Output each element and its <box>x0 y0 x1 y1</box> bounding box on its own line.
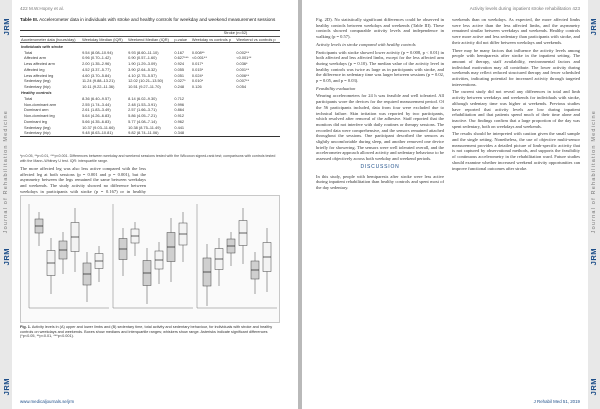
body-column-2 <box>452 17 580 173</box>
table-cell: 0.055 <box>174 66 185 72</box>
table-cell <box>191 130 235 136</box>
table-cell: 10.38 (8.75–11.49) <box>128 124 161 130</box>
paragraph: There may be many factors that influence the activity levels among people with hemiparesis after stroke in the inpatient setting. The amount of therapy, staff availability, environmental factors and individual motivation may all contribute. The lower activity during weekends may reflect reduced structured therapy and fewer scheduled activities, indicating potential for increased activity through targeted interventions. <box>452 47 580 87</box>
table-cell: 2.55 (1.74–3.44) <box>82 101 111 107</box>
table-cell: 9.54 (8.08–10.94) <box>82 49 113 55</box>
table-column-header: p-value <box>173 37 191 43</box>
journal-mark: JRM <box>2 18 11 36</box>
figure-1-plots <box>21 196 281 324</box>
table-cell: 0.912 <box>174 113 185 119</box>
table-cell: 4.52 (3.37–5.77) <box>82 66 111 72</box>
table-cell: 4.10 (2.75–5.57) <box>128 72 157 78</box>
table-cell: 0.167 <box>174 49 185 55</box>
table-cell: 5.66 (4.35–6.83) <box>82 118 111 124</box>
left-page <box>0 0 298 409</box>
journal-mark: JRM <box>589 18 598 36</box>
subheading: Feasibility evaluation <box>316 85 356 91</box>
table-cell: 9.48 (8.63–10.81) <box>81 130 127 136</box>
journal-mark: JRM <box>589 378 598 396</box>
table-cell: 8.36 (6.40–9.57) <box>82 95 111 101</box>
journal-name-vertical: Journal of Rehabilitation Medicine <box>591 110 597 234</box>
table-cell: Sedentary (leg) <box>24 78 51 84</box>
journal-mark: JRM <box>589 248 598 266</box>
table-group-header: Stroke (n=52) <box>191 31 280 37</box>
table-cell: <0.001** <box>236 55 252 61</box>
running-header: 422 M.W.Hopny et al. <box>20 6 64 11</box>
table-cell: Sedentary (hip) <box>24 84 51 90</box>
body-column-1 <box>316 17 444 193</box>
table-cell: 0.441 <box>174 124 185 130</box>
table-title-text: Accelerometer data in individuals with stroke and healthy controls for weekday and weekend measurement sessions <box>38 17 276 22</box>
journal-mark: JRM <box>2 378 11 396</box>
table-group-label: Healthy controls <box>21 90 52 96</box>
table-cell: Less affected arm <box>24 61 55 67</box>
table-cell: Less affected leg <box>24 72 54 78</box>
table-cell: 0.348 <box>173 130 191 136</box>
table-cell: Non-dominant arm <box>24 101 57 107</box>
right-page <box>302 0 600 409</box>
table-cell: 0.90 (0.57–1.60) <box>128 55 157 61</box>
paragraph: The current study did not reveal any differences in total and limb activity between weekdays and weekends for individuals with stroke, although sedentary time was higher at weekends. Previous studies have reported that activity levels are low during inpatient rehabilitation and that patients spend much of their time alone and inactive. Our findings confirm that a large proportion of the day was spent sedentary, both on weekdays and weekends. <box>452 89 580 129</box>
figure-label: Fig. 1. <box>20 325 31 329</box>
journal-name-vertical: Journal of Rehabilitation Medicine <box>3 110 9 234</box>
table-cell: 0.712 <box>174 95 185 101</box>
table-cell: 5.77 (4.08–7.14) <box>128 118 157 124</box>
table-cell: 5.86 (4.05–7.21) <box>128 113 157 119</box>
table-cell: 2.00 (1.35–2.96) <box>82 61 111 67</box>
table-cell <box>235 130 280 136</box>
table-column-header: Accelerometer data (hours/day) <box>20 37 81 43</box>
figure-caption <box>20 325 280 339</box>
running-footer: J Rehabil Med 51, 2019 <box>533 399 580 404</box>
table-cell: 0.924 <box>174 61 185 67</box>
table-cell: 0.017* <box>191 61 204 67</box>
table-cell: 0.051 <box>174 72 185 78</box>
table-cell: 0.007** <box>236 78 250 84</box>
table-cell: 0.036* <box>236 61 248 67</box>
table-cell: 5.64 (4.26–6.83) <box>82 113 111 119</box>
table-cell: 0.015* <box>191 66 204 72</box>
table-notes: *p<0.05, **p<0.01, ***p<0.001. Differences between weekday and weekend sessions tested with the Wilcoxon signed-rank test; comparisons with controls tested with the Mann–Whitney U test. IQR: interquartile range. <box>20 154 276 163</box>
figure-1 <box>20 195 280 323</box>
table-cell: Total <box>24 49 33 55</box>
table-cell: 0.002** <box>236 49 250 55</box>
accelerometer-table <box>20 30 280 137</box>
table-row <box>20 130 280 136</box>
table-cell: 0.627*** <box>174 55 189 61</box>
table-cell: Affected arm <box>24 55 46 61</box>
table-cell: Sedentary (leg) <box>24 124 51 130</box>
table-cell: Dominant leg <box>24 118 47 124</box>
table-cell: Affected leg <box>24 66 45 72</box>
table-cell: 0.962 <box>174 118 185 124</box>
subheading: Activity levels in stroke compared with healthy controls <box>316 41 416 47</box>
table-cell: 0.024* <box>191 72 204 78</box>
table-cell: 0.126 <box>191 84 202 90</box>
table-cell: 0.010* <box>191 78 204 84</box>
table-cell: 2.57 (1.66–3.71) <box>128 107 157 113</box>
table-title <box>20 17 280 23</box>
table-cell: 9.93 (8.60–11.10) <box>128 49 159 55</box>
table-cell: 0.054 <box>236 84 247 90</box>
paragraph: Participants with stroke showed lower activity (p = 0.008, p < 0.01) in both affected and less affected limbs, except for the less affected arm during weekdays (p = 0.10). The median value of the activity level in healthy controls was twice as large as in participants with stroke, and the difference in sedentary time was larger between sessions (p = 0.02, p = 0.05, and p = 0.03). <box>316 49 444 84</box>
table-column-header: Weekday vs controls p <box>191 37 235 43</box>
figure-caption-text: Activity levels in (A) upper and lower limbs and (B) sedentary time, total activity and sedentary behaviour, for individuals with stroke and healthy controls on weekdays and weekends. Boxes show medians and interquartile ranges; whiskers show range. Asterisks indicate significant differences (*p<0.05, **p<0.01, ***p<0.001). <box>20 325 273 339</box>
paragraph: weekends than on weekdays. As expected, the more affected limbs were less active than the less affected limbs, and the asymmetry remained similar between weekdays and weekends. Healthy controls were more active and less sedentary than participants with stroke, and their activity did not differ between weekdays and weekends. <box>452 17 580 45</box>
table-cell: Total <box>24 95 33 101</box>
table-cell: 0.96 (0.70–1.42) <box>82 55 111 61</box>
running-footer[interactable]: www.medicaljournals.se/jrm <box>20 399 75 404</box>
section-heading: DISCUSSION <box>360 163 400 170</box>
running-header: Activity levels during inpatient stroke rehabilitation 423 <box>469 6 580 11</box>
paragraph: The results should be interpreted with caution given the small sample and the single setting. Nonetheless, the use of objective multi-sensor measurement provides a detailed picture of limb-specific activity that is not captured by observational methods, and supports the feasibility of continuous accelerometry in the rehabilitation ward. Future studies should examine whether increased weekend activity opportunities can improve functional outcomes after stroke. <box>452 131 580 171</box>
table-cell: 10.37 (9.03–11.66) <box>82 124 115 130</box>
table-label: Table III. <box>20 17 39 22</box>
table-cell: 1.90 (1.29–3.09) <box>128 61 157 67</box>
table-cell: 0.001** <box>236 66 250 72</box>
table-cell: 0.008** <box>191 49 205 55</box>
paragraph: Wearing accelerometers for 24 h was feasible and well tolerated. All participants wore the devices for the required measurement period. Of the 56 participants included, data from four were excluded due to technical failure. Skin irritation was reported by two participants, which resolved after removal of the adhesive. Staff reported that the monitors did not interfere with daily routines or therapy sessions. The recorded data were comprehensive, and the sensors remained attached throughout the sessions. One participant described the sensors as slightly uncomfortable during sleep, and another removed one device briefly for showering. The sensors were well tolerated overall, and the accelerometer approach allowed activity and sedentary behaviour to be assessed objectively across both weekday and weekend periods. <box>316 93 444 162</box>
table-cell: 0.248 <box>174 84 185 90</box>
table-cell: Dominant arm <box>24 107 49 113</box>
table-column-header: Weekend Median (IQR) <box>127 37 173 43</box>
table-cell: 3.90 (2.64–5.32) <box>128 66 157 72</box>
table-cell: 8.14 (6.02–9.30) <box>128 95 157 101</box>
paragraph: In this study, people with hemiparesis after stroke were less active during inpatient rehabilitation than healthy controls and spent most of the day sedentary. <box>316 173 444 190</box>
table-group-label: Individuals with stroke <box>21 43 63 49</box>
table-cell: 10.51 (9.27–11.70) <box>128 84 161 90</box>
table-cell: Sedentary (hip) <box>20 130 81 136</box>
table-cell: 0.996 <box>174 101 185 107</box>
table-cell: <0.001** <box>191 55 207 61</box>
table-cell: 0.006** <box>236 72 250 78</box>
paragraph: Fig. 2D). No statistically significant differences could be observed in healthy controls between weekdays and weekends (Table III). These controls showed comparable activity levels and independence in walking (p = 0.57). <box>316 17 444 40</box>
table-cell: 9.82 (8.74–11.06) <box>127 130 173 136</box>
table-column-header: Weekend vs controls p <box>235 37 280 43</box>
table-cell: Non-dominant leg <box>24 113 55 119</box>
table-cell: 12.02 (10.21–13.50) <box>128 78 164 84</box>
table-cell: 2.61 (1.83–3.49) <box>82 107 111 113</box>
table-cell: 0.864 <box>174 107 185 113</box>
table-cell: 2.48 (1.53–3.91) <box>128 101 157 107</box>
table-cell: 11.24 (9.88–13.21) <box>82 78 115 84</box>
table-cell: 10.11 (9.22–11.36) <box>82 84 115 90</box>
table-header-row <box>20 37 280 43</box>
table-cell: 0.027* <box>174 78 186 84</box>
table-cell: 4.60 (3.70–5.84) <box>82 72 111 78</box>
table-column-header: Weekday Median (IQR) <box>81 37 127 43</box>
paragraph: The more affected leg was also less active compared with the less affected leg at both sessions (p = 0.001 and p = 0.001), but the asymmetry between the legs remained the same between weekdays and weekends. The study activity showed no difference between weekdays in participants with stroke (p = 0.167) or in healthy <box>20 166 146 194</box>
journal-mark: JRM <box>2 248 11 266</box>
